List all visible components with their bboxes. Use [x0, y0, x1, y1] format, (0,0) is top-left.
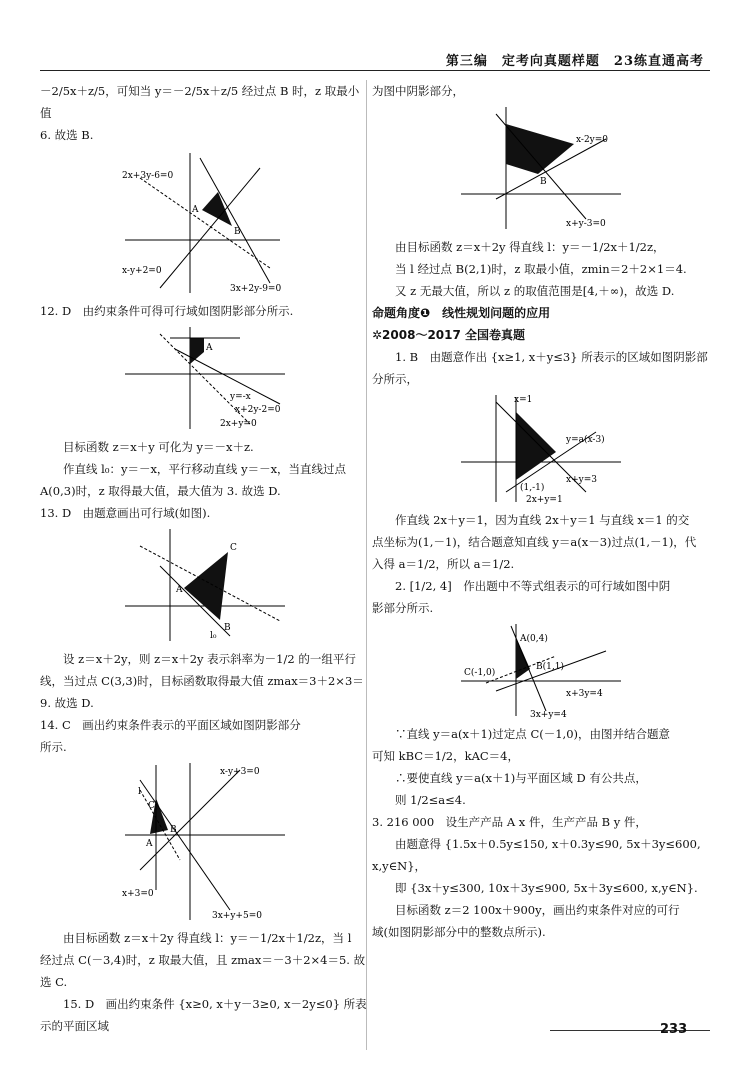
line-label: 2x+y=0 [220, 419, 257, 429]
line-label: l₀ [210, 631, 217, 641]
paragraph: 分所示， [372, 372, 418, 386]
paragraph: 作直线 l₀：y＝－x，平行移动直线 y＝－x，当直线过点 [63, 462, 347, 476]
point-label: A [146, 839, 153, 849]
paragraph: 域(如图阴影部分中的整数点所示). [372, 925, 546, 939]
figure-7 [456, 621, 626, 721]
point-label: B [224, 623, 231, 633]
line-label: x-2y=0 [576, 135, 609, 145]
question-15: 15. D 画出约束条件 {x≥0, x＋y－3≥0, x－2y≤0} 所表示的平面区域 [40, 997, 367, 1033]
paragraph: －2/5x＋z/5，可知当 y＝－2/5x＋z/5 经过点 B 时，z 取最小值 [40, 84, 360, 120]
line-label: 3x+2y-9=0 [230, 284, 282, 294]
line-label: x-y+2=0 [122, 266, 162, 276]
figure-5 [456, 104, 626, 234]
equation-system: 即 {3x＋y≤300, 10x＋3y≤900, 5x＋3y≤600, x,y∈N}. [395, 881, 698, 895]
paragraph: 又 z 无最大值，所以 z 的取值范围是[4,＋∞)，故选 D. [395, 284, 675, 298]
question-14: 14. C 画出约束条件表示的平面区域如图阴影部分 [40, 718, 301, 732]
point-label: A(0,4) [520, 634, 548, 644]
paragraph: 由目标函数 z＝x＋2y 得直线 l：y＝－1/2x＋1/2z，当 l [63, 931, 352, 945]
line-label: x=1 [514, 395, 533, 405]
point-label: C(-1,0) [464, 668, 496, 678]
line-label: x+y=3 [566, 475, 597, 485]
question-12: 12. D 由约束条件可得可行域如图阴影部分所示. [40, 304, 294, 318]
subsection-heading: ✲2008～2017 全国卷真题 [372, 328, 526, 342]
paragraph: 9. 故选 D. [40, 696, 94, 710]
figure-6 [456, 392, 626, 507]
question-3: 3. 216 000 设生产产品 A x 件，生产产品 B y 件， [372, 815, 647, 829]
line-label: x+y-3=0 [566, 219, 606, 229]
right-column [372, 80, 710, 943]
line-label: x+2y-2=0 [235, 405, 281, 415]
paragraph: 作直线 2x＋y＝1，因为直线 2x＋y＝1 与直线 x＝1 的交 [395, 513, 690, 527]
header-title: 第三编 定考向真题样题 23练直通高考 [445, 54, 704, 69]
point-label: A [176, 585, 183, 595]
line-label: 3x+y=4 [530, 710, 567, 720]
line-label: l [138, 787, 141, 797]
point-label: A [206, 343, 213, 353]
line-label: 3x+y+5=0 [212, 911, 262, 921]
paragraph: A(0,3)时，z 取得最大值，最大值为 3. 故选 D. [40, 484, 281, 498]
figure-3 [120, 526, 290, 646]
page-number: 233 [660, 1022, 688, 1037]
line-label: 2x+y=1 [526, 495, 563, 505]
question-13: 13. D 由题意画出可行域(如图). [40, 506, 211, 520]
paragraph: 目标函数 z＝x＋y 可化为 y＝－x＋z. [63, 440, 254, 454]
paragraph: ∴要使直线 y＝a(x＋1)与平面区域 D 有公共点， [395, 771, 647, 785]
figure-4 [120, 760, 290, 925]
paragraph: 所示. [40, 740, 67, 754]
paragraph: 则 1/2≤a≤4. [395, 793, 466, 807]
question-1: 1. B 由题意作出 {x≥1, x＋y≤3} 所表示的区域如图阴影部 [395, 350, 708, 364]
line-label: x-y+3=0 [220, 767, 260, 777]
figure-1 [120, 148, 290, 298]
paragraph: 目标函数 z＝2 100x＋900y，画出约束条件对应的可行 [395, 903, 680, 917]
point-label: B [234, 227, 241, 237]
paragraph: 入得 a＝1/2，所以 a＝1/2. [372, 557, 515, 571]
paragraph: ∵直线 y＝a(x＋1)过定点 C(－1,0)，由图并结合题意 [395, 727, 670, 741]
point-label: C [230, 543, 237, 553]
line-label: y=-x [230, 392, 251, 402]
paragraph: 影部分所示. [372, 601, 434, 615]
point-label: C [148, 801, 155, 811]
paragraph: 经过点 C(－3,4)时，z 取最大值，且 zmax＝－3＋2×4＝5. 故 [40, 953, 366, 967]
line-label: y=a(x-3) [566, 435, 605, 445]
paragraph: 线，当过点 C(3,3)时，目标函数取得最大值 zmax＝3＋2×3＝ [40, 674, 364, 688]
question-2: 2. [1/2, 4] 作出题中不等式组表示的可行域如图中阴 [395, 579, 671, 593]
line-label: 2x+3y-6=0 [122, 171, 174, 181]
paragraph: 当 l 经过点 B(2,1)时，z 取最小值，zmin＝2＋2×1＝4. [395, 262, 687, 276]
point-label: A [192, 205, 199, 215]
line-label: x+3=0 [122, 889, 154, 899]
paragraph: 点坐标为(1,－1)，结合题意知直线 y＝a(x－3)过点(1,－1)，代 [372, 535, 697, 549]
point-label: B [540, 177, 547, 187]
figure-2 [120, 324, 290, 434]
paragraph: 设 z＝x＋2y，则 z＝x＋2y 表示斜率为－1/2 的一组平行 [63, 652, 356, 666]
page-header [40, 48, 710, 71]
line-label: x+3y=4 [566, 689, 603, 699]
paragraph: 由目标函数 z＝x＋2y 得直线 l：y＝－1/2x＋1/2z， [395, 240, 665, 254]
section-heading: 命题角度❶ 线性规划问题的应用 [372, 306, 551, 320]
point-label: B [170, 825, 177, 835]
equation-system: 由题意得 {1.5x＋0.5y≤150, x＋0.3y≤90, 5x＋3y≤600, x,y∈N}， [372, 837, 701, 873]
left-column [40, 80, 370, 1037]
paragraph: 选 C. [40, 975, 68, 989]
paragraph: 可知 kBC＝1/2，kAC＝4， [372, 749, 519, 763]
paragraph: 为图中阴影部分， [372, 84, 464, 98]
point-label: B(1,1) [536, 662, 564, 672]
point-label: (1,-1) [520, 483, 545, 493]
paragraph: 6. 故选 B. [40, 128, 94, 142]
